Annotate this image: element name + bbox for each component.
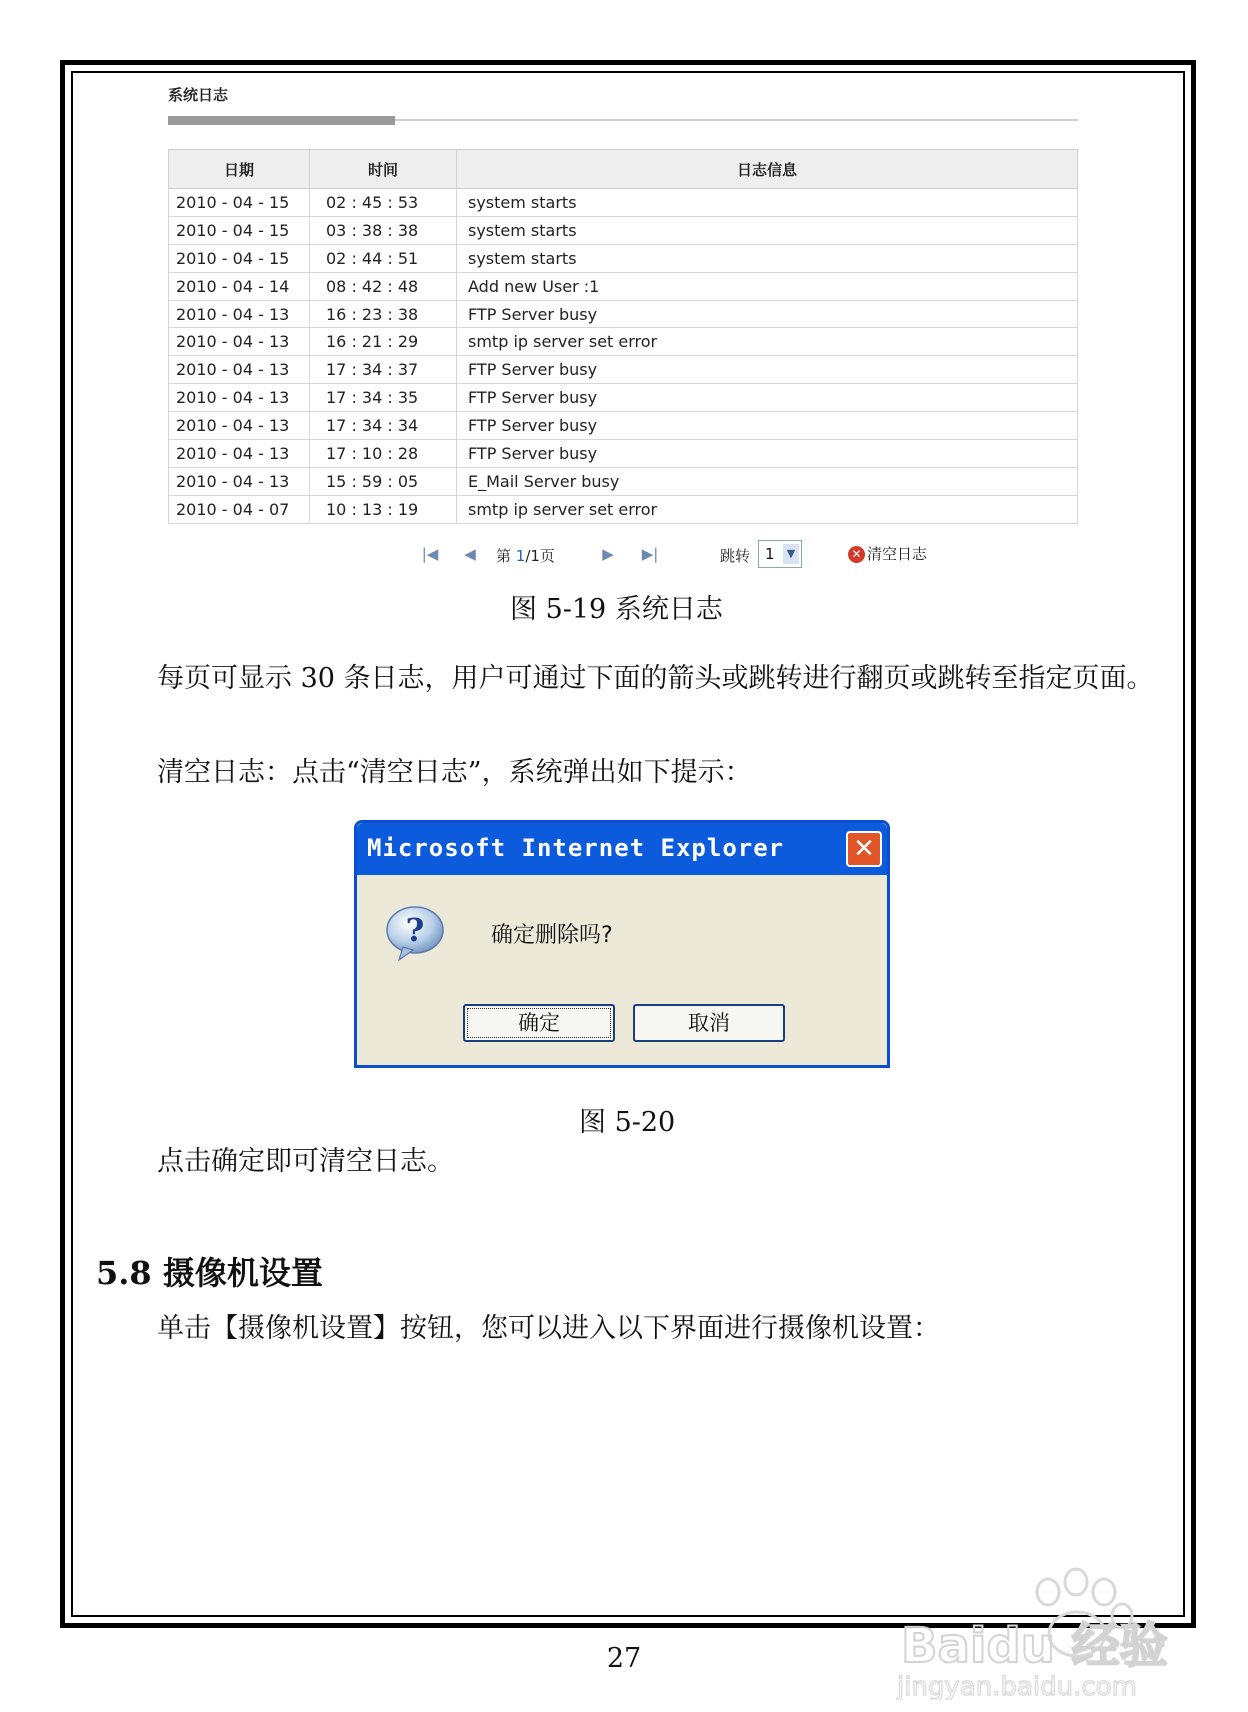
- table-row: [169, 244, 1078, 272]
- table-row: [169, 467, 1078, 495]
- table-row: [169, 189, 1078, 217]
- cell-date: 2010 - 04 - 13: [169, 328, 310, 356]
- cell-date: 2010 - 04 - 13: [169, 384, 310, 412]
- paragraph-clear-log: 清空日志：点击“清空日志”，系统弹出如下提示：: [157, 757, 752, 788]
- cell-date: 2010 - 04 - 15: [169, 189, 310, 217]
- baidu-jingyan-watermark: [893, 1540, 1193, 1700]
- table-row: [169, 272, 1078, 300]
- first-page-icon[interactable]: |◀: [421, 545, 439, 563]
- table-row: [169, 300, 1078, 328]
- paragraph-confirm: 点击确定即可清空日志。: [157, 1146, 454, 1177]
- close-icon[interactable]: ✕: [846, 831, 882, 867]
- cell-message: FTP Server busy: [457, 384, 1078, 412]
- cell-time: 15 : 59 : 05: [310, 467, 457, 495]
- cell-date: 2010 - 04 - 13: [169, 467, 310, 495]
- table-row: [169, 495, 1078, 523]
- last-page-icon[interactable]: ▶|: [641, 545, 659, 563]
- system-log-figure: [168, 84, 1078, 565]
- page-indicator: 第 1/1页: [496, 547, 555, 565]
- cell-message: E_Mail Server busy: [457, 467, 1078, 495]
- jump-label: 跳转: [720, 547, 751, 565]
- log-table-body: [169, 189, 1078, 524]
- cell-message: FTP Server busy: [457, 300, 1078, 328]
- jump-page-select[interactable]: 1 ▼: [758, 540, 802, 568]
- cell-message: FTP Server busy: [457, 356, 1078, 384]
- pager: [398, 537, 978, 571]
- cell-message: Add new User :1: [457, 272, 1078, 300]
- col-header-date[interactable]: 日期: [169, 150, 310, 189]
- cell-time: 08 : 42 : 48: [310, 272, 457, 300]
- next-page-icon[interactable]: ▶: [602, 545, 614, 563]
- table-row: [169, 412, 1078, 440]
- chevron-down-icon: ▼: [783, 544, 799, 564]
- table-row: [169, 216, 1078, 244]
- cell-time: 10 : 13 : 19: [310, 495, 457, 523]
- cell-date: 2010 - 04 - 13: [169, 440, 310, 468]
- cell-message: system starts: [457, 216, 1078, 244]
- col-header-time[interactable]: 时间: [310, 150, 457, 189]
- cell-date: 2010 - 04 - 13: [169, 356, 310, 384]
- cell-time: 17 : 34 : 35: [310, 384, 457, 412]
- table-row: [169, 328, 1078, 356]
- prev-page-icon[interactable]: ◀: [464, 545, 476, 563]
- figure-caption-5-20: 图 5-20: [579, 1107, 676, 1138]
- cell-time: 17 : 10 : 28: [310, 440, 457, 468]
- page-number: 27: [606, 1643, 642, 1674]
- cell-message: smtp ip server set error: [457, 328, 1078, 356]
- paragraph-camera-settings: 单击【摄像机设置】按钮，您可以进入以下界面进行摄像机设置：: [157, 1313, 940, 1344]
- cell-message: system starts: [457, 189, 1078, 217]
- dialog-title: Microsoft Internet Explorer: [367, 834, 785, 862]
- cell-time: 16 : 23 : 38: [310, 300, 457, 328]
- clear-log-button[interactable]: ✕ 清空日志: [848, 543, 927, 564]
- svg-text:?: ?: [405, 911, 425, 949]
- cell-date: 2010 - 04 - 13: [169, 300, 310, 328]
- cell-message: system starts: [457, 244, 1078, 272]
- cell-time: 03 : 38 : 38: [310, 216, 457, 244]
- cell-date: 2010 - 04 - 07: [169, 495, 310, 523]
- syslog-title-rule: [168, 116, 1078, 125]
- cell-date: 2010 - 04 - 14: [169, 272, 310, 300]
- cell-message: FTP Server busy: [457, 412, 1078, 440]
- cell-time: 02 : 44 : 51: [310, 244, 457, 272]
- watermark-brand: Baidu 经验: [901, 1618, 1168, 1674]
- dialog-message: 确定删除吗?: [491, 923, 613, 948]
- log-table: [168, 149, 1078, 524]
- figure-caption-5-19: 图 5-19 系统日志: [510, 594, 723, 625]
- syslog-title: 系统日志: [168, 86, 229, 104]
- cell-time: 17 : 34 : 37: [310, 356, 457, 384]
- watermark-url: jingyan.baidu.com: [897, 1672, 1137, 1700]
- question-icon: [385, 905, 445, 961]
- cell-date: 2010 - 04 - 13: [169, 412, 310, 440]
- cell-message: smtp ip server set error: [457, 495, 1078, 523]
- delete-icon: ✕: [848, 546, 865, 563]
- section-heading: 5.8 摄像机设置: [96, 1254, 323, 1292]
- confirm-dialog: [354, 820, 890, 1068]
- dialog-titlebar: [357, 823, 887, 875]
- ok-button[interactable]: 确定: [463, 1004, 615, 1042]
- col-header-message[interactable]: 日志信息: [457, 150, 1078, 189]
- cell-date: 2010 - 04 - 15: [169, 244, 310, 272]
- cancel-button[interactable]: 取消: [633, 1004, 785, 1042]
- paragraph-pagination: 每页可显示 30 条日志，用户可通过下面的箭头或跳转进行翻页或跳转至指定页面。: [157, 663, 1154, 694]
- cell-time: 02 : 45 : 53: [310, 189, 457, 217]
- cell-message: FTP Server busy: [457, 440, 1078, 468]
- cell-time: 17 : 34 : 34: [310, 412, 457, 440]
- table-row: [169, 356, 1078, 384]
- table-row: [169, 384, 1078, 412]
- cell-date: 2010 - 04 - 15: [169, 216, 310, 244]
- table-row: [169, 440, 1078, 468]
- cell-time: 16 : 21 : 29: [310, 328, 457, 356]
